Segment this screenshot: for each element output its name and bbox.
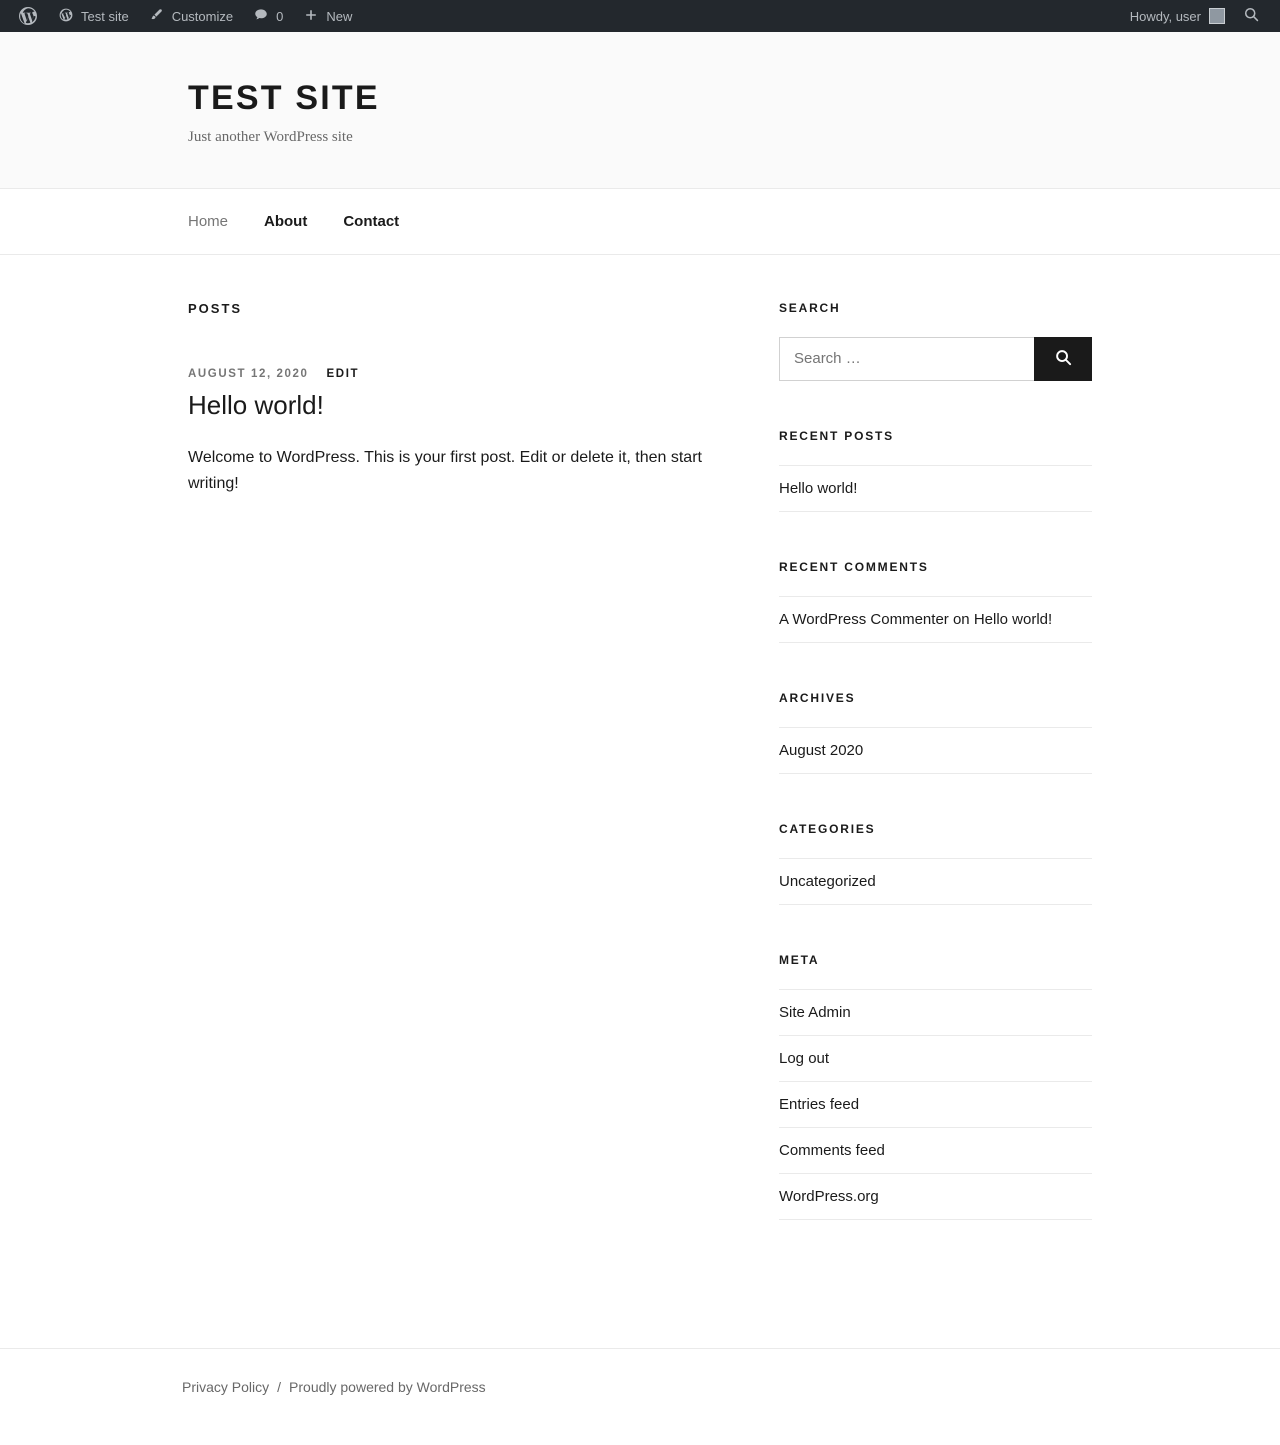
post-excerpt: Welcome to WordPress. This is your first post. Edit or delete it, then start writing!	[188, 448, 702, 493]
adminbar-customize-label: Customize	[171, 8, 234, 24]
plus-icon	[303, 7, 319, 26]
widget-recent-comments-title: RECENT COMMENTS	[779, 559, 929, 574]
meta-link-log-out[interactable]: Log out	[779, 1049, 830, 1067]
post-title	[188, 390, 729, 421]
site-header-region	[0, 32, 1280, 189]
meta-link-comments-feed[interactable]: Comments feed	[779, 1141, 885, 1159]
wordpress-logo-icon	[18, 6, 38, 26]
main-navigation	[188, 189, 1092, 254]
category-link[interactable]: Uncategorized	[779, 872, 876, 890]
site-footer	[0, 1349, 1280, 1435]
footer-separator: /	[277, 1378, 282, 1395]
site-footer-region	[0, 1348, 1280, 1435]
adminbar-comments-count: 0	[276, 8, 284, 24]
posts-heading: POSTS	[188, 300, 243, 316]
list-item	[779, 465, 1092, 512]
widget-recent-posts-title: RECENT POSTS	[779, 428, 894, 443]
site-title[interactable]: TEST SITE	[188, 79, 380, 117]
meta-link-wordpress-org[interactable]: WordPress.org	[779, 1187, 879, 1205]
adminbar-site-name[interactable]	[48, 0, 139, 32]
post-edit-link[interactable]: EDIT	[326, 367, 360, 380]
wordpress-logo-button[interactable]	[8, 0, 48, 32]
recent-posts-list	[779, 465, 1092, 512]
list-item	[779, 727, 1092, 774]
post-article	[188, 368, 729, 498]
search-icon	[1054, 348, 1073, 370]
adminbar-new-label: New	[326, 8, 353, 24]
site-branding	[188, 32, 1092, 188]
wp-admin-bar	[0, 0, 1280, 32]
search-form	[779, 337, 1092, 381]
widget-recent-posts	[779, 429, 1092, 512]
comment-author-link[interactable]: A WordPress Commenter	[779, 610, 949, 628]
widget-meta-title: META	[779, 952, 820, 967]
widget-archives	[779, 691, 1092, 774]
nav-item-about[interactable]: About	[264, 212, 308, 230]
categories-list	[779, 858, 1092, 905]
meta-link-site-admin[interactable]: Site Admin	[779, 1003, 851, 1021]
archives-list	[779, 727, 1092, 774]
footer-credit-link[interactable]: Proudly powered by WordPress	[289, 1378, 486, 1395]
adminbar-search-button[interactable]	[1235, 6, 1272, 26]
comment-post-link[interactable]: Hello world!	[973, 610, 1053, 628]
list-item	[779, 1128, 1092, 1174]
site-icon	[58, 7, 74, 26]
avatar	[1209, 8, 1225, 24]
widget-categories-title: CATEGORIES	[779, 821, 876, 836]
widget-archives-title: ARCHIVES	[779, 690, 856, 705]
adminbar-comments[interactable]	[243, 0, 293, 32]
list-item	[779, 596, 1092, 643]
meta-link-entries-feed[interactable]: Entries feed	[779, 1095, 860, 1113]
adminbar-site-name-label: Test site	[81, 8, 129, 24]
widget-search-title: SEARCH	[779, 300, 841, 315]
post-title-link[interactable]: Hello world!	[188, 389, 324, 420]
archive-link[interactable]: August 2020	[779, 741, 864, 759]
post-content	[188, 445, 729, 498]
list-item	[779, 1036, 1092, 1082]
search-input[interactable]	[779, 337, 1034, 381]
sidebar	[779, 301, 1092, 1268]
list-item	[779, 1082, 1092, 1128]
comment-bubble-icon	[253, 7, 269, 26]
adminbar-new[interactable]	[293, 0, 362, 32]
content-area	[188, 255, 1092, 1348]
widget-categories	[779, 822, 1092, 905]
list-item	[779, 1174, 1092, 1220]
widget-search	[779, 301, 1092, 381]
comment-on-text: on	[948, 610, 974, 628]
widget-meta	[779, 953, 1092, 1220]
search-submit-button[interactable]	[1034, 337, 1092, 381]
meta-list	[779, 989, 1092, 1220]
adminbar-my-account[interactable]	[1120, 8, 1235, 24]
navigation-region	[0, 189, 1280, 255]
recent-comments-list	[779, 596, 1092, 643]
footer-privacy-policy-link[interactable]: Privacy Policy	[182, 1378, 270, 1395]
primary-content	[188, 301, 729, 1268]
list-item	[779, 858, 1092, 905]
list-item	[779, 989, 1092, 1036]
recent-post-link[interactable]: Hello world!	[779, 479, 858, 497]
adminbar-howdy-label: Howdy, user	[1129, 8, 1201, 24]
adminbar-customize[interactable]	[139, 0, 243, 32]
paintbrush-icon	[149, 7, 165, 26]
widget-recent-comments	[779, 560, 1092, 643]
adminbar-right-group	[1120, 6, 1272, 26]
nav-item-home[interactable]: Home	[188, 212, 229, 230]
nav-item-contact[interactable]: Contact	[343, 212, 400, 230]
site-description: Just another WordPress site	[188, 128, 353, 145]
search-icon	[1243, 6, 1260, 26]
entry-meta	[188, 368, 729, 380]
post-date-link[interactable]: AUGUST 12, 2020	[188, 367, 309, 380]
